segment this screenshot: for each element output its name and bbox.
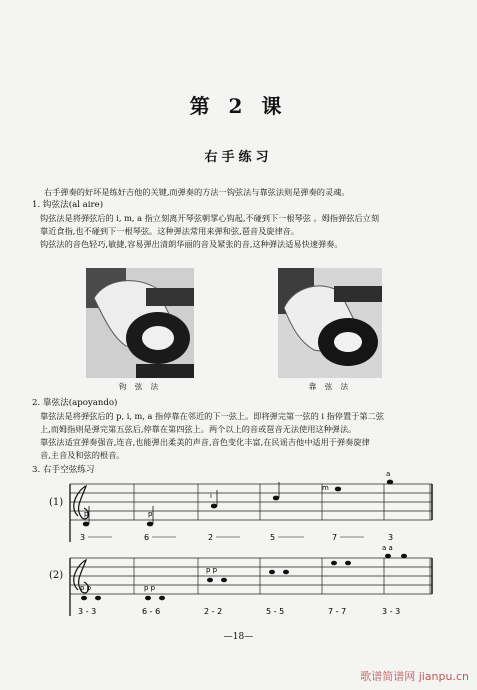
section3-heading: 3. 右手空弦练习 <box>32 465 95 475</box>
tab-number: 3 <box>388 533 394 542</box>
finger-mark: m <box>322 484 329 492</box>
tab-number: 2 <box>208 533 214 542</box>
lesson-title: 第 2 课 <box>189 94 288 118</box>
page-number: —18— <box>223 632 254 642</box>
section2-line-1: 靠弦法是将弹弦后的 p, i, m, a 指停靠在邻近的下一弦上。即将弹完第一弦的 i 指停置于第二弦 <box>40 411 384 421</box>
tab-number: 6 - 6 <box>142 607 161 616</box>
section1-line-1: 钩弦法是将弹弦后的 i, m, a 指立刻离开琴弦朝掌心钩起,不碰到下一根琴弦 。姆指弹弦后立刻 <box>40 213 380 223</box>
finger-mark: a <box>386 470 391 478</box>
finger-mark: p p <box>144 584 156 592</box>
section1-heading: 1. 钩弦法(al aire) <box>32 200 104 210</box>
finger-mark: p p <box>206 566 218 574</box>
section2-line-3: 靠弦法适宜弹奏强音,连音,也能弹出柔美的声音,音色变化丰富,在民谣吉他中适用于弹奏旋律 <box>40 437 370 447</box>
tab-number: 2 - 2 <box>204 607 223 616</box>
tab-number: 6 <box>144 533 150 542</box>
section1-line-3: 钩弦法的音色轻巧,敏捷,容易弹出清朗华丽的音及紧张的音,这种弹法适易快速弹奏。 <box>40 239 343 249</box>
staff-1 <box>64 470 436 546</box>
staff-1-label: (1) <box>49 497 64 508</box>
staff-2 <box>64 544 436 620</box>
finger-mark: a a <box>382 544 393 552</box>
tab-number: 3 - 3 <box>382 607 401 616</box>
section-subtitle: 右手练习 <box>204 150 273 165</box>
tab-number: 5 - 5 <box>266 607 285 616</box>
tab-number: 5 <box>270 533 276 542</box>
photo-caption-hook: 钩 弦 法 <box>118 382 162 391</box>
photo-hook-stroke <box>86 268 194 378</box>
tab-number: 3 <box>80 533 86 542</box>
section2-heading: 2. 靠弦法(apoyando) <box>32 398 118 408</box>
tab-number: 7 <box>332 533 338 542</box>
finger-mark: i <box>210 492 212 500</box>
staff-2-label: (2) <box>49 570 64 581</box>
intro-paragraph: 右手弹奏的好坏是练好吉他的关键,而弹奏的方法一钩弦法与靠弦法则是弹奏的灵魂。 <box>44 187 350 197</box>
tab-number: 7 - 7 <box>328 607 347 616</box>
photo-caption-rest: 靠 弦 法 <box>308 382 352 391</box>
section2-line-2: 上,而姆指则是弹完第五弦后,停靠在第四弦上。两个以上的音或琶音无法使用这种弹法。 <box>40 424 357 434</box>
photo-rest-stroke <box>278 268 382 378</box>
finger-mark: p <box>84 510 89 518</box>
section1-line-2: 靠近食指,也不碰到下一根琴弦。这种弹法常用来弹和弦,琶音及旋律音。 <box>40 226 300 236</box>
finger-mark: p p <box>80 584 92 592</box>
finger-mark: p <box>148 510 153 518</box>
watermark: 歌谱简谱网 jianpu.cn <box>360 670 469 683</box>
tab-number: 3 - 3 <box>78 607 97 616</box>
section2-line-4: 音,主音及和弦的根音。 <box>40 450 125 460</box>
